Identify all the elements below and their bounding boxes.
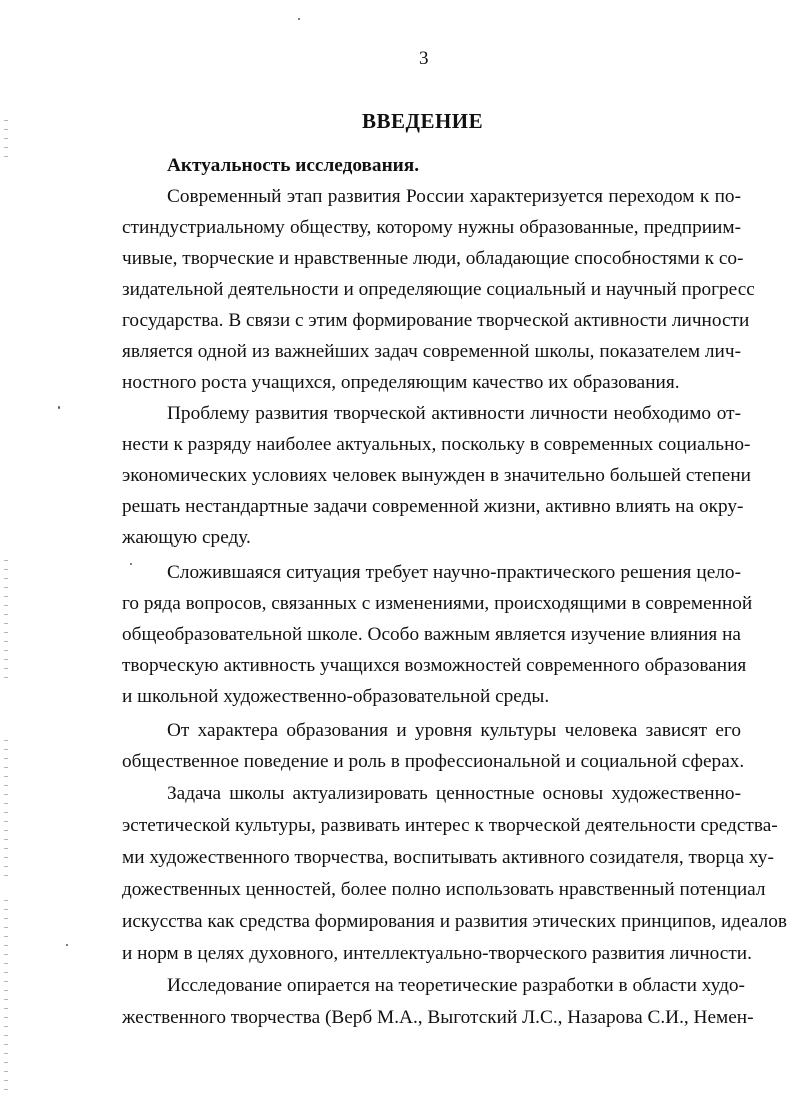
text-line: общественное поведение и роль в профессиональной и социальной сферах.: [122, 751, 745, 772]
text-line: Современный этап развития России характеризуется переходом к по-: [167, 186, 741, 207]
text-line: го ряда вопросов, связанных с изменениями, происходящими в современной: [122, 593, 753, 614]
scan-speck: [130, 563, 132, 565]
text-line: и норм в целях духовного, интеллектуально-творческого развития личности.: [122, 943, 752, 964]
margin-scan-noise: [4, 900, 8, 1090]
text-line: Исследование опирается на теоретические разработки в области худо-: [167, 975, 745, 996]
text-line: дожественных ценностей, более полно использовать нравственный потенциал: [122, 879, 766, 900]
text-line: ностного роста учащихся, определяющим качество их образования.: [122, 372, 680, 393]
text-line: Сложившаяся ситуация требует научно-практического решения цело-: [167, 562, 741, 583]
text-line: и школьной художественно-образовательной среды.: [122, 686, 550, 707]
text-line: ми художественного творчества, воспитывать активного созидателя, творца ху-: [122, 847, 774, 868]
margin-scan-noise: [4, 560, 8, 680]
text-line: Задача школы актуализировать ценностные основы художественно-: [167, 783, 741, 804]
text-line: стиндустриальному обществу, которому нужны образованные, предприим-: [122, 217, 741, 238]
text-line: является одной из важнейших задач современной школы, показателем лич-: [122, 341, 741, 362]
text-line: жественного творчества (Верб М.А., Выготский Л.С., Назарова С.И., Немен-: [122, 1007, 754, 1028]
margin-scan-noise: [4, 120, 8, 160]
text-line: зидательной деятельности и определяющие социальный и научный прогресс: [122, 279, 755, 300]
subsection-heading: Актуальность исследования.: [167, 155, 420, 176]
text-line: решать нестандартные задачи современной жизни, активно влиять на окру-: [122, 496, 744, 517]
text-line: От характера образования и уровня культуры человека зависят его: [167, 720, 741, 741]
text-line: чивые, творческие и нравственные люди, обладающие способностями к со-: [122, 248, 744, 269]
margin-scan-noise: [4, 740, 8, 880]
section-heading: ВВЕДЕНИЕ: [362, 109, 484, 133]
text-line: творческую активность учащихся возможностей современного образования: [122, 655, 747, 676]
text-line: государства. В связи с этим формирование творческой активности личности: [122, 310, 750, 331]
text-line: искусства как средства формирования и развития этических принципов, идеалов: [122, 911, 787, 932]
text-line: нести к разряду наиболее актуальных, поскольку в современных социально-: [122, 434, 751, 455]
text-line: общеобразовательной школе. Особо важным является изучение влияния на: [122, 624, 741, 645]
text-line: экономических условиях человек вынужден в значительно большей степени: [122, 465, 751, 486]
scan-speck: [298, 18, 300, 20]
text-line: эстетической культуры, развивать интерес к творческой деятельности средства-: [122, 815, 778, 836]
text-line: жающую среду.: [122, 527, 251, 548]
text-line: Проблему развития творческой активности личности необходимо от-: [167, 403, 741, 424]
page-number: 3: [419, 48, 429, 69]
scan-speck: [58, 406, 60, 409]
scan-speck: [66, 944, 68, 946]
